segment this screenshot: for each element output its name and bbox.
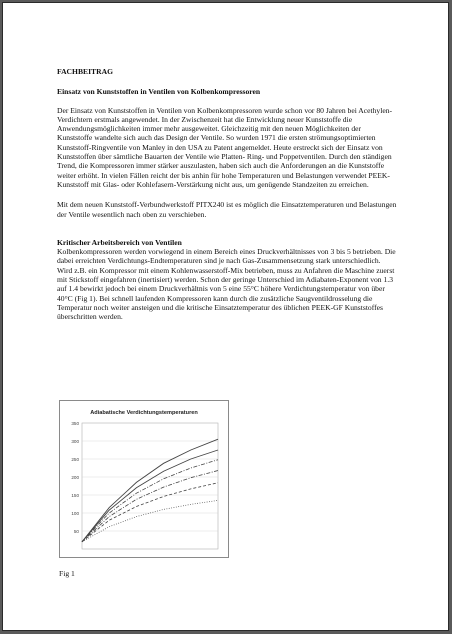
- y-tick-label: 200: [71, 474, 79, 480]
- figure-chart-frame: [59, 400, 229, 558]
- paragraph-pitx240: Mit dem neuen Kunststoff-Verbundwerkstoff PITX240 ist es möglich die Einsatztemperaturen und Belastungen der Ventile wesentlich nach oben zu verschieben.: [57, 200, 397, 219]
- section2-heading: Kritischer Arbeitsbereich von Ventilen: [57, 237, 182, 247]
- y-tick-label: 150: [71, 492, 79, 498]
- figure-caption: Fig 1: [59, 569, 75, 578]
- document-page: [2, 2, 449, 631]
- section2-text: Kolbenkompressoren werden vorwiegend in einem Bereich eines Druckverhältnisses von 3 bis 5 betrieben. Die dabei erreichten Verdichtungs-Endtemperaturen sind je nach Gas-Zusammensetzung stark unterschiedlich. Wird z.B. ein Kompressor mit einem Kohlenwasserstoff-Mix betrieben, muss zu Anfahren die Maschine zuerst mit Stickstoff eingefahren (inertisiert) werden. Schon der geringe Unterschied im Adiabaten-Exponent von 1.3 auf 1.4 bewirkt jedoch bei einem Druckverhältnis von 5 eine 55°C höhere Verdichtungstemperatur von über 40°C (Fig 1). Bei schnell laufenden Kompressoren kann durch die zusätzliche Saugventildrosselung die Temperatur noch weiter ansteigen und die kritische Einsatztemperatur des üblichen PEEK-GF Kunststoffes überschritten werden.: [57, 247, 396, 322]
- section-label: FACHBEITRAG: [57, 67, 113, 76]
- paragraph-intro: Der Einsatz von Kunststoffen in Ventilen von Kolbenkompressoren wurde schon vor 80 Jahren bei Acethylen-Verdichtern erstmals angewendet. In der Zwischenzeit hat die Entwicklung neuer Kunststoffe die Anwendungsmöglichkeiten immer mehr ausgeweitet. Gleichzeitig mit den neuen Möglichkeiten der Kunststoffe wandelte sich auch das Design der Ventile. So wurden 1971 die ersten strömungsoptimierten Kunststoff-Ringventile von Manley in den USA zu Patent angemeldet. Heute erstreckt sich der Einsatz von Kunststoffen über sämtliche Bauarten der Ventile wie Platten- Ring- und Poppetventilen. Durch den ständigen Trend, die Kompressoren immer stärker auszulasten, haben sich auch die Anforderungen an die Kunststoffe weiter erhöht. In vielen Fällen reicht der bis anhin für hohe Temperaturen und Belastungen verwendet PEEK-Kunststoff mit Glas- oder Kohlefasern-Verstärkung nicht aus, um genügende Standzeiten zu erreichen.: [57, 105, 393, 189]
- temperature-chart: [60, 401, 228, 557]
- y-tick-label: 350: [71, 420, 79, 426]
- y-tick-label: 50: [73, 528, 79, 534]
- y-tick-label: 300: [71, 438, 79, 444]
- article-title: Einsatz von Kunststoffen in Ventilen von Kolbenkompressoren: [57, 87, 261, 97]
- chart-title: Adiabatische Verdichtungstemperaturen: [90, 410, 198, 416]
- y-tick-label: 100: [71, 510, 79, 516]
- document-body: [57, 67, 397, 322]
- y-tick-label: 250: [71, 456, 79, 462]
